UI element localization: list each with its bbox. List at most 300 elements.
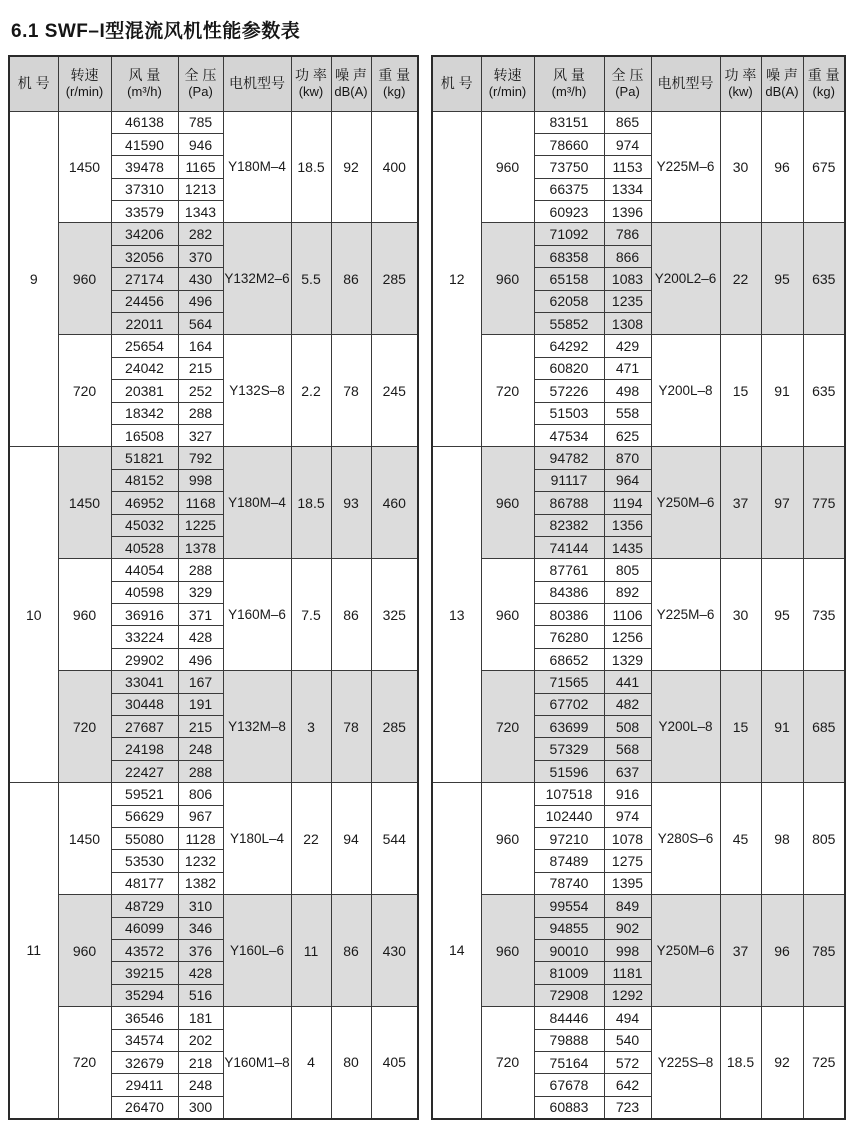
cell-flow: 67678 [534, 1074, 604, 1096]
cell-pressure: 508 [604, 716, 651, 738]
cell-flow: 82382 [534, 514, 604, 536]
cell-flow: 51821 [111, 447, 178, 469]
cell-speed: 960 [481, 223, 534, 335]
cell-pressure: 785 [178, 111, 223, 133]
cell-pressure: 723 [604, 1096, 651, 1118]
cell-flow: 56629 [111, 805, 178, 827]
cell-flow: 71565 [534, 671, 604, 693]
cell-motor: Y160L–6 [223, 895, 291, 1007]
cell-pressure: 248 [178, 1074, 223, 1096]
cell-flow: 78660 [534, 133, 604, 155]
col-header-label: 转速 [70, 66, 99, 83]
cell-flow: 41590 [111, 133, 178, 155]
cell-noise: 96 [761, 895, 803, 1007]
cell-flow: 53530 [111, 850, 178, 872]
cell-machine-no: 12 [432, 111, 481, 447]
cell-pressure: 215 [178, 357, 223, 379]
cell-flow: 99554 [534, 895, 604, 917]
col-header-label: 功 率 [295, 66, 327, 83]
cell-flow: 67702 [534, 693, 604, 715]
cell-pressure: 370 [178, 245, 223, 267]
cell-flow: 43572 [111, 939, 178, 961]
cell-motor: Y200L–8 [651, 671, 720, 783]
cell-weight: 400 [371, 111, 418, 223]
cell-motor: Y200L–8 [651, 335, 720, 447]
table-row [9, 559, 418, 581]
cell-flow: 84386 [534, 581, 604, 603]
cell-flow: 32679 [111, 1051, 178, 1073]
spec-table-right [431, 55, 846, 1120]
cell-flow: 107518 [534, 783, 604, 805]
cell-flow: 33224 [111, 626, 178, 648]
col-header-label: 全 压 [184, 66, 217, 83]
cell-machine-no: 11 [9, 783, 58, 1119]
cell-flow: 87489 [534, 850, 604, 872]
tables-container [0, 55, 850, 1120]
cell-power: 18.5 [720, 1007, 761, 1119]
cell-flow: 51596 [534, 760, 604, 782]
cell-power: 30 [720, 111, 761, 223]
col-header-label: 机 号 [17, 75, 50, 91]
cell-motor: Y250M–6 [651, 447, 720, 559]
cell-noise: 86 [331, 223, 371, 335]
cell-pressure: 1128 [178, 828, 223, 850]
cell-pressure: 998 [604, 939, 651, 961]
cell-machine-no: 10 [9, 447, 58, 783]
cell-flow: 66375 [534, 178, 604, 200]
cell-power: 37 [720, 895, 761, 1007]
col-header-unit: (Pa) [188, 84, 213, 100]
cell-flow: 94855 [534, 917, 604, 939]
cell-speed: 720 [481, 1007, 534, 1119]
table-row [432, 895, 845, 917]
cell-motor: Y180M–4 [223, 447, 291, 559]
cell-flow: 68652 [534, 648, 604, 670]
col-header-flow [534, 56, 604, 111]
cell-pressure: 786 [604, 223, 651, 245]
cell-pressure: 1356 [604, 514, 651, 536]
table-row [9, 1007, 418, 1029]
cell-speed: 960 [58, 559, 111, 671]
cell-power: 11 [291, 895, 331, 1007]
cell-pressure: 310 [178, 895, 223, 917]
cell-pressure: 167 [178, 671, 223, 693]
cell-flow: 76280 [534, 626, 604, 648]
cell-flow: 24198 [111, 738, 178, 760]
cell-motor: Y225M–6 [651, 559, 720, 671]
cell-power: 15 [720, 671, 761, 783]
cell-flow: 44054 [111, 559, 178, 581]
cell-pressure: 1378 [178, 536, 223, 558]
cell-flow: 51503 [534, 402, 604, 424]
cell-pressure: 564 [178, 313, 223, 335]
col-header-unit: dB(A) [334, 84, 368, 100]
cell-pressure: 1168 [178, 492, 223, 514]
cell-pressure: 288 [178, 402, 223, 424]
col-header-label: 全 压 [611, 66, 644, 83]
cell-weight: 685 [803, 671, 845, 783]
cell-flow: 87761 [534, 559, 604, 581]
cell-weight: 245 [371, 335, 418, 447]
cell-motor: Y280S–6 [651, 783, 720, 895]
cell-pressure: 1181 [604, 962, 651, 984]
cell-pressure: 494 [604, 1007, 651, 1029]
cell-motor: Y250M–6 [651, 895, 720, 1007]
cell-flow: 55080 [111, 828, 178, 850]
cell-flow: 55852 [534, 313, 604, 335]
cell-pressure: 1343 [178, 201, 223, 223]
cell-flow: 35294 [111, 984, 178, 1006]
cell-flow: 62058 [534, 290, 604, 312]
table-row [432, 783, 845, 805]
cell-noise: 91 [761, 671, 803, 783]
cell-speed: 720 [481, 671, 534, 783]
cell-pressure: 806 [178, 783, 223, 805]
cell-pressure: 558 [604, 402, 651, 424]
cell-pressure: 1235 [604, 290, 651, 312]
col-header-motor [223, 56, 291, 111]
cell-speed: 720 [58, 671, 111, 783]
cell-flow: 16508 [111, 424, 178, 446]
cell-flow: 72908 [534, 984, 604, 1006]
col-header-flow [111, 56, 178, 111]
cell-flow: 83151 [534, 111, 604, 133]
cell-weight: 544 [371, 783, 418, 895]
cell-weight: 635 [803, 223, 845, 335]
cell-flow: 94782 [534, 447, 604, 469]
table-row [9, 111, 418, 133]
table-row [9, 447, 418, 469]
col-header-label: 噪 声 [335, 66, 367, 83]
col-header-unit: (m³/h) [127, 84, 162, 100]
cell-flow: 36546 [111, 1007, 178, 1029]
cell-flow: 60883 [534, 1096, 604, 1118]
cell-machine-no: 13 [432, 447, 481, 783]
cell-power: 37 [720, 447, 761, 559]
cell-pressure: 1382 [178, 872, 223, 894]
cell-pressure: 849 [604, 895, 651, 917]
table-row [9, 783, 418, 805]
cell-motor: Y132M–8 [223, 671, 291, 783]
col-header-weight [803, 56, 845, 111]
col-header-pressure [604, 56, 651, 111]
cell-power: 3 [291, 671, 331, 783]
cell-flow: 63699 [534, 716, 604, 738]
cell-pressure: 1308 [604, 313, 651, 335]
col-header-label: 风 量 [553, 66, 585, 83]
cell-pressure: 202 [178, 1029, 223, 1051]
cell-pressure: 572 [604, 1051, 651, 1073]
cell-pressure: 625 [604, 424, 651, 446]
cell-noise: 95 [761, 559, 803, 671]
cell-pressure: 1435 [604, 536, 651, 558]
cell-flow: 29902 [111, 648, 178, 670]
table-row [432, 1007, 845, 1029]
cell-noise: 95 [761, 223, 803, 335]
cell-noise: 94 [331, 783, 371, 895]
cell-pressure: 974 [604, 805, 651, 827]
cell-pressure: 516 [178, 984, 223, 1006]
cell-noise: 97 [761, 447, 803, 559]
cell-power: 30 [720, 559, 761, 671]
cell-weight: 460 [371, 447, 418, 559]
cell-flow: 75164 [534, 1051, 604, 1073]
cell-flow: 30448 [111, 693, 178, 715]
cell-flow: 68358 [534, 245, 604, 267]
cell-weight: 635 [803, 335, 845, 447]
cell-motor: Y132S–8 [223, 335, 291, 447]
table-row [432, 447, 845, 469]
table-row [9, 895, 418, 917]
cell-pressure: 1078 [604, 828, 651, 850]
cell-pressure: 371 [178, 604, 223, 626]
cell-weight: 675 [803, 111, 845, 223]
cell-pressure: 916 [604, 783, 651, 805]
cell-pressure: 568 [604, 738, 651, 760]
cell-flow: 59521 [111, 783, 178, 805]
header-row [432, 56, 845, 111]
cell-pressure: 1106 [604, 604, 651, 626]
page-title: 6.1 SWF–I型混流风机性能参数表 [11, 21, 301, 42]
col-header-unit: (kw) [298, 84, 324, 100]
cell-pressure: 1232 [178, 850, 223, 872]
col-header-power [291, 56, 331, 111]
cell-speed: 960 [481, 559, 534, 671]
cell-pressure: 967 [178, 805, 223, 827]
cell-speed: 960 [481, 447, 534, 559]
cell-power: 18.5 [291, 447, 331, 559]
cell-flow: 97210 [534, 828, 604, 850]
cell-pressure: 164 [178, 335, 223, 357]
cell-motor: Y160M1–8 [223, 1007, 291, 1119]
cell-motor: Y225M–6 [651, 111, 720, 223]
col-header-unit: (kg) [812, 84, 835, 100]
col-header-label: 重 量 [378, 66, 411, 83]
cell-pressure: 892 [604, 581, 651, 603]
cell-pressure: 300 [178, 1096, 223, 1118]
cell-flow: 91117 [534, 469, 604, 491]
cell-speed: 960 [58, 895, 111, 1007]
cell-pressure: 428 [178, 962, 223, 984]
cell-weight: 725 [803, 1007, 845, 1119]
cell-pressure: 1395 [604, 872, 651, 894]
col-header-pressure [178, 56, 223, 111]
col-header-unit: (r/min) [65, 84, 104, 100]
cell-speed: 1450 [58, 447, 111, 559]
cell-motor: Y180M–4 [223, 111, 291, 223]
cell-speed: 1450 [58, 111, 111, 223]
cell-pressure: 1213 [178, 178, 223, 200]
cell-pressure: 1083 [604, 268, 651, 290]
cell-flow: 45032 [111, 514, 178, 536]
cell-pressure: 1275 [604, 850, 651, 872]
cell-flow: 60820 [534, 357, 604, 379]
cell-weight: 775 [803, 447, 845, 559]
cell-weight: 325 [371, 559, 418, 671]
cell-flow: 74144 [534, 536, 604, 558]
cell-power: 22 [720, 223, 761, 335]
cell-pressure: 1256 [604, 626, 651, 648]
cell-weight: 430 [371, 895, 418, 1007]
cell-noise: 91 [761, 335, 803, 447]
cell-motor: Y200L2–6 [651, 223, 720, 335]
col-header-speed [481, 56, 534, 111]
cell-pressure: 866 [604, 245, 651, 267]
col-header-machine-no [432, 56, 481, 111]
cell-flow: 32056 [111, 245, 178, 267]
cell-flow: 46952 [111, 492, 178, 514]
cell-weight: 805 [803, 783, 845, 895]
col-header-unit: (Pa) [615, 84, 640, 100]
cell-pressure: 428 [178, 626, 223, 648]
cell-pressure: 1329 [604, 648, 651, 670]
header-row [9, 56, 418, 111]
spec-table-left [8, 55, 419, 1120]
cell-pressure: 282 [178, 223, 223, 245]
cell-pressure: 964 [604, 469, 651, 491]
cell-pressure: 1334 [604, 178, 651, 200]
col-header-label: 机 号 [440, 75, 473, 91]
col-header-power [720, 56, 761, 111]
cell-pressure: 441 [604, 671, 651, 693]
col-header-label: 噪 声 [766, 66, 798, 83]
cell-flow: 80386 [534, 604, 604, 626]
col-header-unit: (kg) [383, 84, 406, 100]
cell-power: 4 [291, 1007, 331, 1119]
col-header-unit: dB(A) [765, 84, 799, 100]
cell-flow: 57226 [534, 380, 604, 402]
cell-power: 7.5 [291, 559, 331, 671]
cell-noise: 92 [761, 1007, 803, 1119]
cell-pressure: 865 [604, 111, 651, 133]
cell-noise: 86 [331, 895, 371, 1007]
cell-noise: 92 [331, 111, 371, 223]
cell-pressure: 191 [178, 693, 223, 715]
col-header-unit: (r/min) [488, 84, 527, 100]
cell-noise: 86 [331, 559, 371, 671]
cell-speed: 960 [481, 783, 534, 895]
cell-flow: 84446 [534, 1007, 604, 1029]
cell-pressure: 870 [604, 447, 651, 469]
cell-flow: 34574 [111, 1029, 178, 1051]
cell-flow: 26470 [111, 1096, 178, 1118]
cell-weight: 285 [371, 671, 418, 783]
cell-pressure: 248 [178, 738, 223, 760]
cell-noise: 93 [331, 447, 371, 559]
cell-flow: 60923 [534, 201, 604, 223]
col-header-machine-no [9, 56, 58, 111]
cell-machine-no: 9 [9, 111, 58, 447]
cell-flow: 22011 [111, 313, 178, 335]
cell-flow: 71092 [534, 223, 604, 245]
cell-flow: 36916 [111, 604, 178, 626]
cell-flow: 102440 [534, 805, 604, 827]
cell-machine-no: 14 [432, 783, 481, 1119]
cell-flow: 48152 [111, 469, 178, 491]
cell-speed: 720 [481, 335, 534, 447]
cell-flow: 18342 [111, 402, 178, 424]
cell-pressure: 429 [604, 335, 651, 357]
cell-pressure: 327 [178, 424, 223, 446]
cell-pressure: 498 [604, 380, 651, 402]
col-header-unit: (kw) [728, 84, 753, 100]
cell-pressure: 1153 [604, 156, 651, 178]
cell-motor: Y180L–4 [223, 783, 291, 895]
table-row [432, 335, 845, 357]
cell-flow: 73750 [534, 156, 604, 178]
cell-noise: 98 [761, 783, 803, 895]
col-header-label: 电机型号 [229, 75, 285, 91]
cell-flow: 24456 [111, 290, 178, 312]
cell-flow: 78740 [534, 872, 604, 894]
cell-noise: 80 [331, 1007, 371, 1119]
cell-pressure: 1225 [178, 514, 223, 536]
cell-pressure: 329 [178, 581, 223, 603]
cell-noise: 96 [761, 111, 803, 223]
cell-flow: 20381 [111, 380, 178, 402]
cell-pressure: 288 [178, 559, 223, 581]
cell-pressure: 376 [178, 939, 223, 961]
cell-flow: 39215 [111, 962, 178, 984]
cell-pressure: 181 [178, 1007, 223, 1029]
table-row [9, 671, 418, 693]
cell-speed: 960 [481, 895, 534, 1007]
cell-speed: 720 [58, 335, 111, 447]
cell-pressure: 218 [178, 1051, 223, 1073]
col-header-label: 重 量 [807, 66, 840, 83]
cell-pressure: 496 [178, 290, 223, 312]
cell-weight: 735 [803, 559, 845, 671]
cell-power: 45 [720, 783, 761, 895]
cell-flow: 34206 [111, 223, 178, 245]
cell-pressure: 471 [604, 357, 651, 379]
cell-pressure: 288 [178, 760, 223, 782]
cell-pressure: 540 [604, 1029, 651, 1051]
cell-power: 15 [720, 335, 761, 447]
cell-pressure: 1292 [604, 984, 651, 1006]
col-header-label: 转速 [493, 66, 522, 83]
cell-flow: 65158 [534, 268, 604, 290]
table-row [432, 111, 845, 133]
cell-pressure: 792 [178, 447, 223, 469]
cell-pressure: 974 [604, 133, 651, 155]
cell-pressure: 215 [178, 716, 223, 738]
cell-motor: Y160M–6 [223, 559, 291, 671]
col-header-label: 功 率 [724, 66, 757, 83]
col-header-noise [761, 56, 803, 111]
cell-pressure: 902 [604, 917, 651, 939]
cell-power: 22 [291, 783, 331, 895]
col-header-label: 风 量 [128, 66, 161, 83]
cell-flow: 90010 [534, 939, 604, 961]
cell-flow: 27174 [111, 268, 178, 290]
cell-flow: 33041 [111, 671, 178, 693]
cell-flow: 57329 [534, 738, 604, 760]
cell-weight: 285 [371, 223, 418, 335]
table-row [432, 559, 845, 581]
cell-speed: 960 [58, 223, 111, 335]
cell-flow: 29411 [111, 1074, 178, 1096]
cell-power: 18.5 [291, 111, 331, 223]
cell-flow: 39478 [111, 156, 178, 178]
cell-flow: 48729 [111, 895, 178, 917]
cell-flow: 47534 [534, 424, 604, 446]
col-header-speed [58, 56, 111, 111]
cell-pressure: 346 [178, 917, 223, 939]
cell-pressure: 252 [178, 380, 223, 402]
cell-pressure: 642 [604, 1074, 651, 1096]
cell-flow: 64292 [534, 335, 604, 357]
